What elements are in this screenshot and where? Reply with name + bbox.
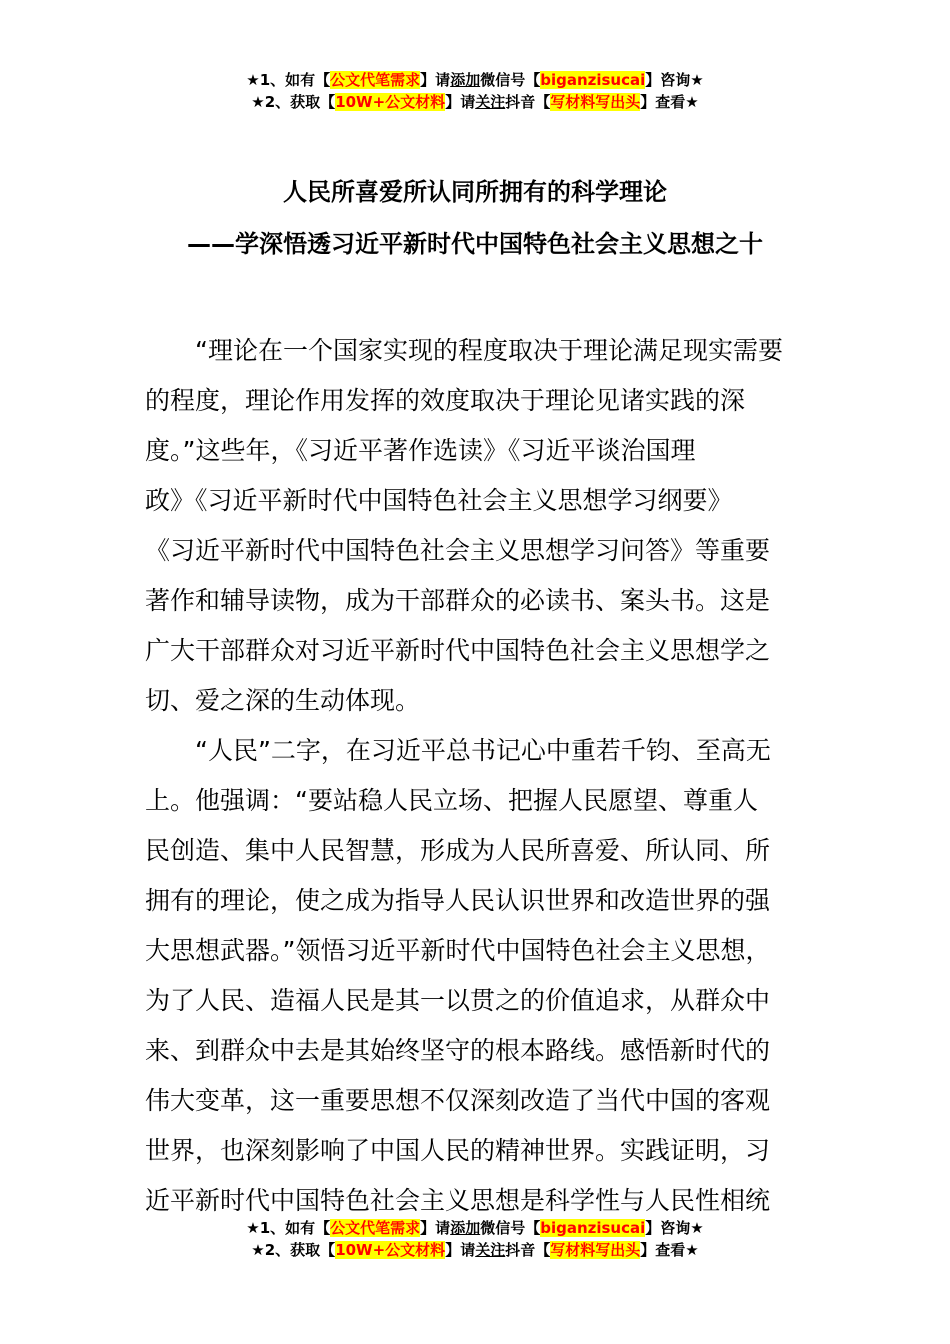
- footer-banner: [0, 1217, 950, 1261]
- body-line: 民创造、集中人民智慧，形成为人民所喜爱、所认同、所: [145, 836, 771, 865]
- banner-text: 】咨询★: [645, 1219, 704, 1237]
- body-line: 著作和辅导读物，成为干部群众的必读书、案头书。这是: [145, 586, 771, 615]
- banner-highlight: 10W+公文材料: [335, 93, 446, 111]
- body-line: 近平新时代中国特色社会主义思想是科学性与人民性相统: [145, 1186, 771, 1215]
- banner-text: ★1、如有【: [246, 1219, 331, 1237]
- banner-text: ★2、获取【: [251, 93, 336, 111]
- banner-highlight: 写材料写出头: [550, 1241, 641, 1259]
- banner-text: ★1、如有【: [246, 71, 331, 89]
- body-line: 切、爱之深的生动体现。: [145, 686, 421, 715]
- banner-highlight: 公文代笔需求: [330, 71, 421, 89]
- banner-text: 】查看★: [640, 1241, 699, 1259]
- document-title: 人民所喜爱所认同所拥有的科学理论: [283, 178, 667, 206]
- body-line: 《习近平新时代中国特色社会主义思想学习问答》等重要: [145, 536, 771, 565]
- banner-underlined: 添加: [450, 71, 481, 89]
- body-line: 度。”这些年，《习近平著作选读》《习近平谈治国理: [145, 436, 696, 465]
- body-line: 的程度，理论作用发挥的效度取决于理论见诸实践的深: [145, 386, 746, 415]
- banner-text: 】咨询★: [645, 71, 704, 89]
- banner-text: ★2、获取【: [251, 1241, 336, 1259]
- banner-text: 】请: [445, 1241, 476, 1259]
- body-line: 上。他强调：“要站稳人民立场、把握人民愿望、尊重人: [145, 786, 758, 815]
- document-body: [145, 326, 810, 1226]
- banner-text: 】请: [420, 1219, 451, 1237]
- banner-text: 】查看★: [640, 93, 699, 111]
- banner-line-2: [0, 1239, 950, 1261]
- body-line: “理论在一个国家实现的程度取决于理论满足现实需要: [195, 336, 783, 365]
- banner-highlight: biganzisucai: [540, 71, 646, 89]
- banner-text: 】请: [445, 93, 476, 111]
- banner-text: 微信号【: [480, 71, 541, 89]
- body-line: 伟大变革，这一重要思想不仅深刻改造了当代中国的客观: [145, 1086, 771, 1115]
- banner-line-2: [0, 91, 950, 113]
- banner-text: 】请: [420, 71, 451, 89]
- banner-underlined: 添加: [450, 1219, 481, 1237]
- banner-text: 抖音【: [505, 93, 551, 111]
- banner-line-1: [0, 1217, 950, 1239]
- banner-highlight: 公文代笔需求: [330, 1219, 421, 1237]
- banner-highlight: 10W+公文材料: [335, 1241, 446, 1259]
- body-line: “人民”二字，在习近平总书记心中重若千钧、至高无: [195, 736, 771, 765]
- body-line: 世界，也深刻影响了中国人民的精神世界。实践证明，习: [145, 1136, 771, 1165]
- banner-underlined: 关注: [475, 1241, 506, 1259]
- body-line: 拥有的理论，使之成为指导人民认识世界和改造世界的强: [145, 886, 771, 915]
- banner-text: 微信号【: [480, 1219, 541, 1237]
- body-line: 为了人民、造福人民是其一以贯之的价值追求，从群众中: [145, 986, 771, 1015]
- banner-highlight: 写材料写出头: [550, 93, 641, 111]
- body-line: 广大干部群众对习近平新时代中国特色社会主义思想学之: [145, 636, 771, 665]
- body-line: 来、到群众中去是其始终坚守的根本路线。感悟新时代的: [145, 1036, 771, 1065]
- document-subtitle: ——学深悟透习近平新时代中国特色社会主义思想之十: [187, 230, 763, 258]
- banner-line-1: [0, 69, 950, 91]
- header-banner: [0, 69, 950, 113]
- banner-text: 抖音【: [505, 1241, 551, 1259]
- banner-underlined: 关注: [475, 93, 506, 111]
- body-line: 政》《习近平新时代中国特色社会主义思想学习纲要》: [145, 486, 733, 515]
- banner-highlight: biganzisucai: [540, 1219, 646, 1237]
- body-line: 大思想武器。”领悟习近平新时代中国特色社会主义思想，: [145, 936, 771, 965]
